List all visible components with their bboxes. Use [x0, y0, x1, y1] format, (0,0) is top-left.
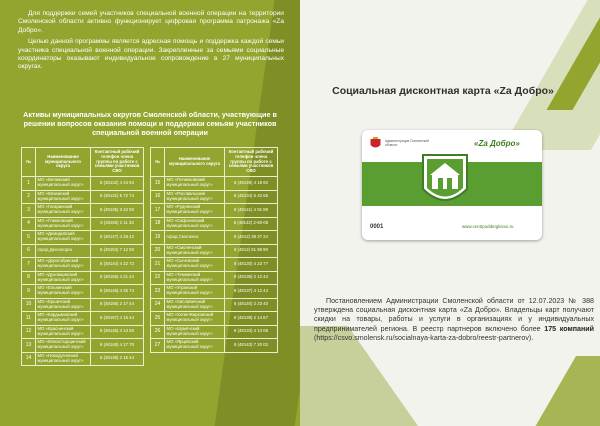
- row-number: 25: [151, 312, 165, 326]
- district-phone: 8 (48141) 4 91 89: [225, 204, 278, 218]
- card-title: Социальная дисконтная карта «Za Добро»: [332, 85, 554, 97]
- row-number: 6: [22, 244, 36, 258]
- district-phone: 8 (48135) 3 42 50: [91, 204, 144, 218]
- row-number: 23: [151, 285, 165, 299]
- row-number: 16: [151, 190, 165, 204]
- row-number: 10: [22, 298, 36, 312]
- table-title: Активы муниципальных округов Смоленской области, участвующие в решении вопросов оказания помощи и поддержки семьям участников специальной военной операции: [23, 110, 277, 137]
- district-name: МО «Монастырщинский муниципальный округ»: [36, 339, 91, 353]
- intro-paragraph-2: Целью данной программы является адресная помощь и поддержка каждой семьи участника специальной военной операции. Закрепленные за семьями социальные координаторы оказывают индивидуальное сопровождение в 27 муниципальных округах.: [18, 38, 284, 71]
- district-name: МО «Вяземский муниципальный округ»: [36, 190, 91, 204]
- district-name: МО «Руднянский муниципальный округ»: [165, 204, 225, 218]
- row-number: 24: [151, 298, 165, 312]
- district-name: МО «Сычевский муниципальный округ»: [165, 258, 225, 272]
- district-phone: 8 (48133) 4 13 08: [225, 325, 278, 339]
- table-row: [151, 285, 278, 299]
- district-phone: 8 (48165) 2 11 33: [91, 217, 144, 231]
- row-number: 7: [22, 258, 36, 272]
- card-logo-text: «Za Добро»: [474, 139, 520, 148]
- district-phone: 8 (48134) 6 42 65: [225, 190, 278, 204]
- row-number: 2: [22, 190, 36, 204]
- table-row: [22, 258, 144, 272]
- table-row: [151, 325, 278, 339]
- district-name: МО «Шумячский муниципальный округ»: [165, 325, 225, 339]
- table-row: [22, 298, 144, 312]
- district-phone: 8 (48140) 2 23 40: [225, 298, 278, 312]
- header-name: Наименование муниципального округа: [36, 148, 91, 177]
- district-name: МО «Краснинский муниципальный округ»: [36, 325, 91, 339]
- row-number: 27: [151, 339, 165, 353]
- card-org-name: Администрация Смоленской области: [385, 139, 429, 147]
- row-number: 1: [22, 177, 36, 191]
- table-row: [22, 325, 144, 339]
- district-name: МО «Гагаринский муниципальный округ»: [36, 204, 91, 218]
- district-phone: 8 (48155) 2 17 44: [91, 298, 144, 312]
- partner-count: 175 компаний: [544, 324, 594, 333]
- row-number: 18: [151, 217, 165, 231]
- district-phone: 8 (48166) 4 21 44: [91, 271, 144, 285]
- district-name: МО «Починковский муниципальный округ»: [165, 177, 225, 191]
- table-row: [22, 271, 144, 285]
- row-number: 22: [151, 271, 165, 285]
- district-name: МО «Демидовский муниципальный округ»: [36, 231, 91, 245]
- district-name: МО «Кардымовский муниципальный округ»: [36, 312, 91, 326]
- coat-of-arms-icon: [370, 137, 381, 150]
- districts-table-right: [150, 147, 278, 353]
- discount-card: [362, 130, 542, 240]
- district-name: МО «Глинковский муниципальный округ»: [36, 217, 91, 231]
- header-num: №: [151, 148, 165, 177]
- shield-emblem-icon: [420, 151, 470, 213]
- district-phone: 8 (48147) 4 28 42: [91, 231, 144, 245]
- decorative-stripe: [524, 356, 600, 426]
- table-row: [22, 244, 144, 258]
- table-row: [151, 339, 278, 353]
- header-phone: Контактный рабочий телефон члена группы по работе с семьями участников СВО: [225, 148, 278, 177]
- table-row: [151, 177, 278, 191]
- table-row: [22, 231, 144, 245]
- table-header-row: [22, 148, 144, 177]
- intro-text: [18, 10, 284, 75]
- card-number: 0001: [370, 224, 384, 230]
- row-number: 8: [22, 271, 36, 285]
- row-number: 13: [22, 339, 36, 353]
- district-name: МО «Ельнинский муниципальный округ»: [36, 285, 91, 299]
- table-row: [22, 352, 144, 366]
- table-row: [151, 312, 278, 326]
- table-row: [151, 298, 278, 312]
- district-phone: 8 (48149) 4 18 92: [225, 177, 278, 191]
- district-phone: 8 (48138) 2 15 44: [91, 352, 144, 366]
- table-row: [22, 177, 144, 191]
- paragraph-text-1: Постановлением Администрации Смоленской области от 12.07.2023 № 388 утверждена социальная дисконтная карта «Za Добро». Владельцы карт получают скидки на товары, работы и услуги в организациях и у индивидуальных предпринимателей региона. В реестр партнеров включено более: [314, 297, 594, 333]
- table-row: [151, 258, 278, 272]
- table-row: [151, 204, 278, 218]
- district-phone: 8 (48136) 2 12 44: [225, 271, 278, 285]
- table-row: [22, 217, 144, 231]
- district-phone: 8 (4812) 38 37 24: [225, 231, 278, 245]
- district-phone: 8 (4812) 61 89 90: [225, 244, 278, 258]
- district-phone: 8 (48130) 4 23 77: [225, 258, 278, 272]
- resolution-paragraph: [314, 297, 594, 343]
- district-name: МО «Дорогобужский муниципальный округ»: [36, 258, 91, 272]
- table-row: [151, 231, 278, 245]
- right-panel: [300, 0, 600, 426]
- district-phone: 8 (48139) 2 14 67: [225, 312, 278, 326]
- row-number: 9: [22, 285, 36, 299]
- table-row: [22, 190, 144, 204]
- table-header-row: [151, 148, 278, 177]
- district-name: МО «Новодугинский муниципальный округ»: [36, 352, 91, 366]
- district-phone: 8 (48131) 5 72 74: [91, 190, 144, 204]
- district-name: МО «Холм-Жирковский муниципальный округ»: [165, 312, 225, 326]
- header-name: Наименование муниципального округа: [165, 148, 225, 177]
- row-number: 12: [22, 325, 36, 339]
- table-row: [22, 285, 144, 299]
- card-website: www.centrpoddergkisvo.ru: [462, 224, 514, 229]
- district-name: город Смоленск: [165, 231, 225, 245]
- table-row: [151, 217, 278, 231]
- district-name: МО «Угранский муниципальный округ»: [165, 285, 225, 299]
- district-phone: 8 (48142) 2-50-05: [225, 217, 278, 231]
- row-number: 14: [22, 352, 36, 366]
- row-number: 15: [151, 177, 165, 191]
- table-row: [22, 312, 144, 326]
- district-phone: 8 (48148) 4 17 70: [91, 339, 144, 353]
- table-row: [22, 204, 144, 218]
- paragraph-text-2: (https://csvo.smolensk.ru/socialnaya-karta-za-dobro/reestr-partnerov).: [314, 333, 534, 342]
- intro-paragraph-1: Для поддержки семей участников специальной военной операции на территории Смоленской области активно функционирует цифровая программа патронажа «Za Добро».: [18, 10, 284, 34]
- district-phone: 8 (48146) 4 25 74: [91, 285, 144, 299]
- table-row: [22, 339, 144, 353]
- district-phone: 8 (48145) 4 13 50: [91, 325, 144, 339]
- district-phone: 8 (48167) 4 15 44: [91, 312, 144, 326]
- row-number: 11: [22, 312, 36, 326]
- district-name: МО «Хиславичский муниципальный округ»: [165, 298, 225, 312]
- district-name: МО «Смоленский муниципальный округ»: [165, 244, 225, 258]
- district-phone: 8 (48143) 7 20 02: [225, 339, 278, 353]
- district-phone: 8 (48144) 4 22 72: [91, 258, 144, 272]
- row-number: 3: [22, 204, 36, 218]
- district-name: МО «Сафоновский муниципальный округ»: [165, 217, 225, 231]
- row-number: 26: [151, 325, 165, 339]
- district-name: МО «Ершичский муниципальный округ»: [36, 298, 91, 312]
- district-name: город Десногорск: [36, 244, 91, 258]
- districts-table-left: [21, 147, 144, 366]
- district-name: МО «Духовщинский муниципальный округ»: [36, 271, 91, 285]
- district-phone: 8 (48132) 4 24 94: [91, 177, 144, 191]
- district-phone: 8 (48153) 7 12 50: [91, 244, 144, 258]
- row-number: 4: [22, 217, 36, 231]
- row-number: 21: [151, 258, 165, 272]
- district-name: МО «Велижский муниципальный округ»: [36, 177, 91, 191]
- district-name: МО «Рославльский муниципальный округ»: [165, 190, 225, 204]
- table-row: [151, 244, 278, 258]
- district-phone: 8 (48137) 4 12 44: [225, 285, 278, 299]
- row-number: 19: [151, 231, 165, 245]
- table-row: [151, 190, 278, 204]
- row-number: 20: [151, 244, 165, 258]
- district-name: МО «Темкинский муниципальный округ»: [165, 271, 225, 285]
- header-phone: Контактный рабочий телефон члена группы по работе с семьями участников СВО: [91, 148, 144, 177]
- table-row: [151, 271, 278, 285]
- district-name: МО «Ярцевский муниципальный округ»: [165, 339, 225, 353]
- row-number: 17: [151, 204, 165, 218]
- header-num: №: [22, 148, 36, 177]
- row-number: 5: [22, 231, 36, 245]
